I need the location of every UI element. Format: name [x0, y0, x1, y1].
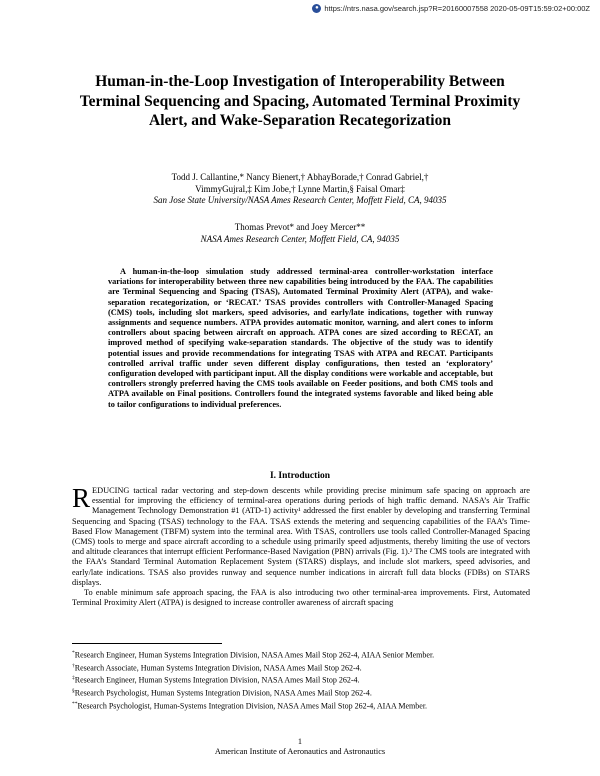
abstract: A human-in-the-loop simulation study addressed terminal-area controller-workstation interface variations for interoperability between three new capabilities being introduced by the FAA. The capabilities are Terminal Sequencing and Spacing (TSAS), Automated Terminal Proximity Alert (ATPA), and wake-separation recategorization, or ‘RECAT.’ TSAS provides controllers with Controller-Managed Spacing (CMS) tools, including slot markers, speed advisories, and early/late indications, together with runway assignments and sequence numbers. ATPA provides automatic monitor, warning, and alert cones to inform controllers about spacing between aircraft on approach. ATPA cones are sized according to RECAT, an improved method of specifying wake-separation standards. The objective of the study was to identify potential issues and provide recommendations for integrating TSAS with ATPA and RECAT. Participants controlled arrival traffic under seven different display configurations, then tested an ‘exploratory’ configuration developed with participant input. All the display conditions were workable and acceptable, but controllers strongly preferred having the CMS tools available on Feeder positions, and both CMS tools and ATPA available on Final positions. Controllers found the integrated systems favorable and liked being able to tailor configurations to individual preferences.	[108, 267, 493, 409]
footnote-text: Research Psychologist, Human-Systems Integration Division, NASA Ames Mail Stop 262-4, AIAA Member.	[77, 701, 428, 711]
ntrs-stamp	[312, 4, 590, 13]
footnote-text: Research Engineer, Human Systems Integration Division, NASA Ames Mail Stop 262-4, AIAA Senior Member.	[74, 650, 435, 660]
footnote-mark: §	[72, 687, 75, 694]
ntrs-logo-icon: ●	[312, 4, 321, 13]
footnote	[72, 673, 532, 686]
footnote-mark: †	[72, 662, 75, 669]
footnote	[72, 699, 532, 712]
intro-paragraph-1-text: EDUCING tactical radar vectoring and step-down descents while providing precise minimum safe spacing on approach are essential for improving the efficiency of terminal-area operations during periods of high traffic demand. NASA’s Air Traffic Management Technology Demonstration #1 (ATD-1) activity¹ addressed the first enabler by developing and transferring Terminal Sequencing and Spacing (TSAS) technology to the FAA. TSAS extends the metering and sequencing capabilities of the FAA’s Time-Based Flow Management (TBFM) system into the terminal area. With TSAS, controllers use tools called Controller-Managed Spacing (CMS) tools to merge and space aircraft according to a schedule using primarily speed adjustments, thereby limiting the use of vectors and altitude clearances that interrupt efficient Performance-Based Navigation (PBN) arrivals (Fig. 1).² The CMS tools are integrated with the FAA’s Standard Terminal Automation Replacement System (STARS) displays, and include slot markers, speed advisories, and early/late indications. TSAS also provides runway and sequence number indications in aircraft full data blocks (FDBs) on STARS displays.	[72, 486, 530, 587]
footnotes	[72, 648, 532, 711]
footnote-text: Research Psychologist, Human Systems Integration Division, NASA Ames Mail Stop 262-4.	[74, 688, 372, 698]
footnote-text: Research Associate, Human Systems Integration Division, NASA Ames Mail Stop 262-4.	[74, 663, 362, 673]
drop-cap: R	[72, 483, 91, 513]
page-number: 1	[297, 737, 303, 746]
authors-line-1: Todd J. Callantine,* Nancy Bienert,† AbhayBorade,† Conrad Gabriel,†	[171, 172, 429, 182]
authors-line-3: Thomas Prevot* and Joey Mercer**	[234, 222, 366, 232]
footnote	[72, 648, 532, 661]
page-footer: American Institute of Aeronautics and Astronautics	[214, 747, 386, 756]
footnote	[72, 661, 532, 674]
author-block-1	[0, 172, 600, 207]
paper-title: Human-in-the-Loop Investigation of Interoperability Between Terminal Sequencing and Spacing, Automated Terminal Proximity Alert, and Wake-Separation Recategorization	[79, 73, 521, 129]
footnote-mark: **	[72, 700, 78, 707]
intro-paragraph-2: To enable minimum safe approach spacing, the FAA is also introducing two other terminal-area improvements. First, Automated Terminal Proximity Alert (ATPA) is designed to increase controller awareness of aircraft spacing	[72, 588, 530, 608]
footnote	[72, 686, 532, 699]
footnote-mark: *	[72, 650, 75, 656]
introduction-body	[72, 483, 530, 608]
affiliation-2: NASA Ames Research Center, Moffett Field, CA, 94035	[200, 233, 400, 244]
footnote-text: Research Engineer, Human Systems Integration Division, NASA Ames Mail Stop 262-4.	[74, 675, 360, 685]
footnote-mark: ‡	[72, 675, 75, 682]
section-heading: I. Introduction	[269, 471, 330, 481]
footnote-rule	[72, 643, 222, 644]
author-block-2	[0, 222, 600, 245]
authors-line-2: VimmyGujral,‡ Kim Jobe,† Lynne Martin,§ Faisal Omar‡	[195, 183, 405, 194]
affiliation-1: San Jose State University/NASA Ames Research Center, Moffett Field, CA, 94035	[153, 195, 447, 205]
ntrs-stamp-text: https://ntrs.nasa.gov/search.jsp?R=20160007558 2020-05-09T15:59:02+00:00Z	[324, 4, 590, 13]
intro-paragraph-1	[72, 483, 530, 588]
